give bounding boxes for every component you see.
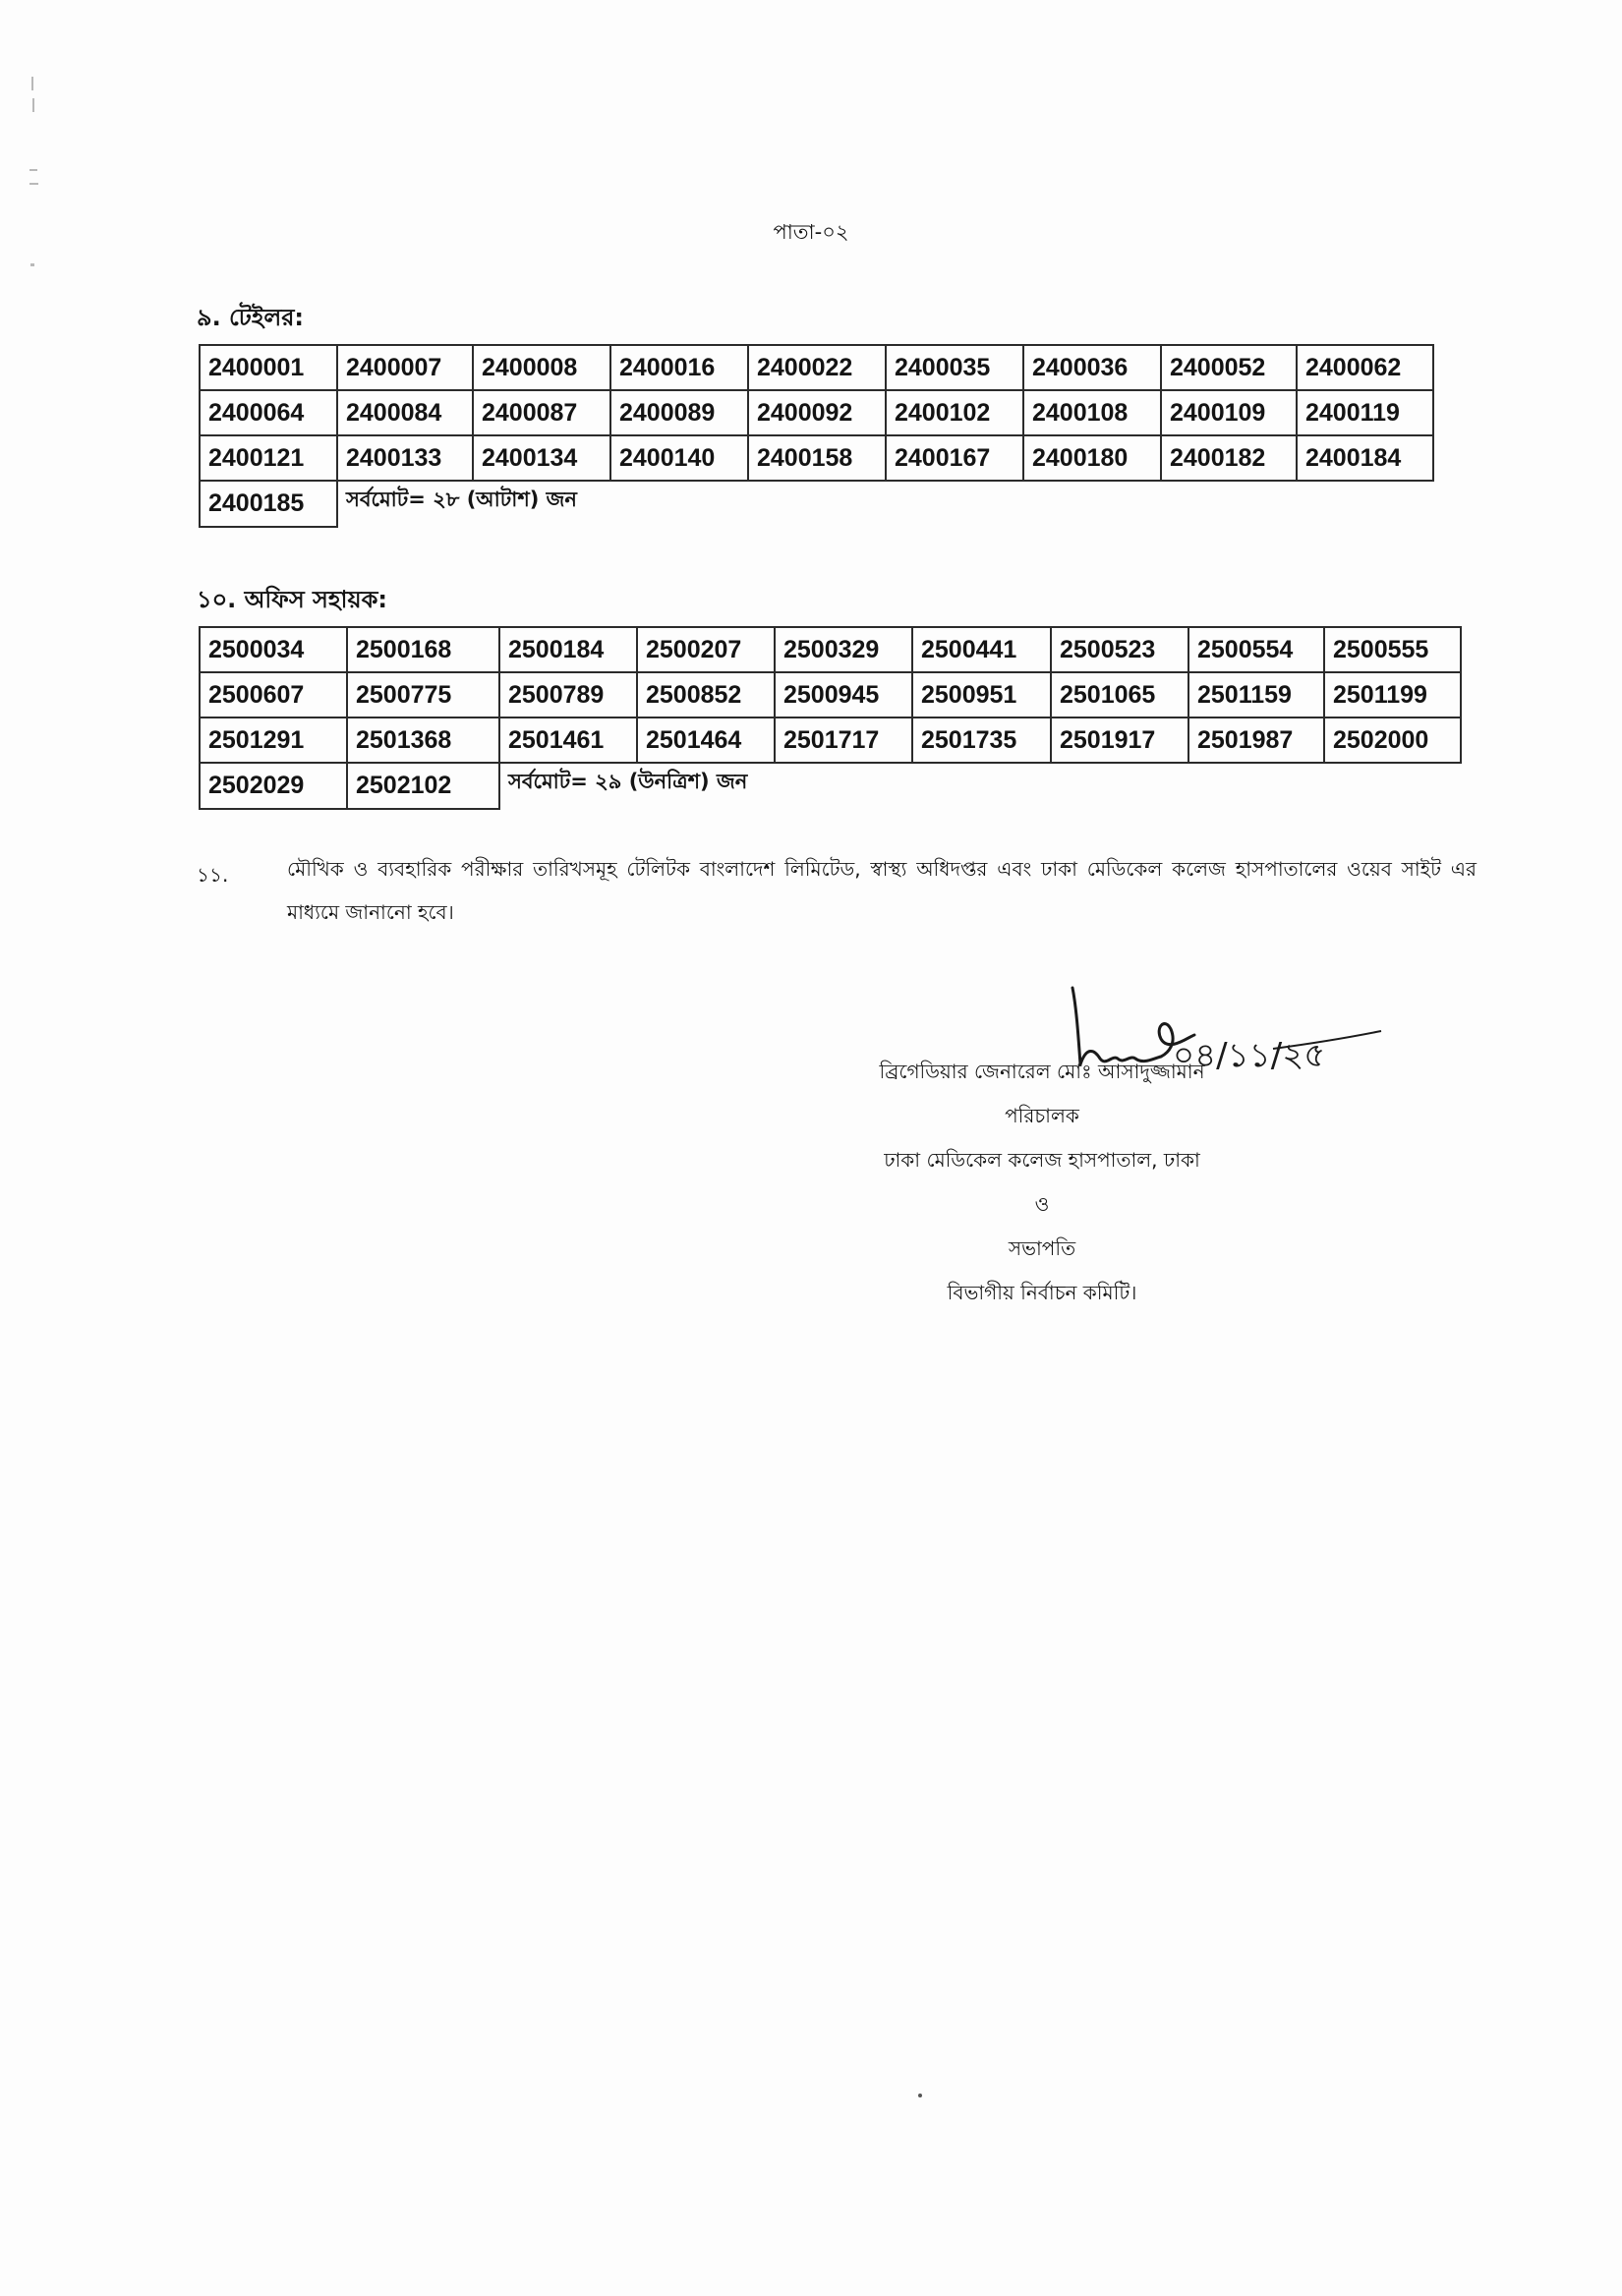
id-cell: 2500207 xyxy=(637,627,775,672)
table-row xyxy=(200,672,1461,718)
id-cell: 2500945 xyxy=(775,672,912,718)
id-cell: 2500168 xyxy=(347,627,499,672)
id-cell: 2400102 xyxy=(886,390,1023,435)
id-cell: 2501735 xyxy=(912,718,1051,763)
id-cell: 2500607 xyxy=(200,672,347,718)
section-10-title: ১০. অফিস সহায়ক: xyxy=(197,586,388,613)
section-9-title: ৯. টেইলর: xyxy=(197,304,305,331)
signatory-role: পরিচালক xyxy=(1005,1104,1079,1127)
id-cell: 2400185 xyxy=(200,481,337,527)
table-row xyxy=(200,481,1433,527)
id-cell: 2501291 xyxy=(200,718,347,763)
signatory-name: ব্রিগেডিয়ার জেনারেল মোঃ আসাদুজ্জামান xyxy=(879,1060,1205,1083)
id-cell: 2400092 xyxy=(748,390,886,435)
id-cell: 2500523 xyxy=(1051,627,1188,672)
id-cell: 2400064 xyxy=(200,390,337,435)
id-cell: 2501461 xyxy=(499,718,637,763)
note-11-number: ১১. xyxy=(197,863,229,887)
id-cell: 2400084 xyxy=(337,390,473,435)
id-cell: 2400121 xyxy=(200,435,337,481)
scan-artifact xyxy=(30,263,34,266)
id-cell: 2400087 xyxy=(473,390,610,435)
table-row xyxy=(200,345,1433,390)
id-cell: 2500555 xyxy=(1324,627,1461,672)
id-cell: 2501917 xyxy=(1051,718,1188,763)
section-9-table xyxy=(199,344,1434,528)
id-cell: 2400035 xyxy=(886,345,1023,390)
id-cell: 2400180 xyxy=(1023,435,1161,481)
id-cell: 2500184 xyxy=(499,627,637,672)
id-cell: 2500951 xyxy=(912,672,1051,718)
id-cell: 2400140 xyxy=(610,435,748,481)
id-cell: 2501159 xyxy=(1188,672,1324,718)
id-cell: 2501717 xyxy=(775,718,912,763)
id-cell: 2502000 xyxy=(1324,718,1461,763)
scan-artifact xyxy=(29,169,37,171)
table-row xyxy=(200,718,1461,763)
scan-artifact xyxy=(29,183,38,185)
scan-artifact xyxy=(32,98,34,112)
id-cell: 2400052 xyxy=(1161,345,1297,390)
section-10-total: সর্বমোট= ২৯ (উনত্রিশ) জন xyxy=(499,763,1461,809)
id-cell: 2400001 xyxy=(200,345,337,390)
scan-artifact xyxy=(31,77,33,90)
id-cell: 2500441 xyxy=(912,627,1051,672)
id-cell: 2500554 xyxy=(1188,627,1324,672)
table-row xyxy=(200,763,1461,809)
section-9-total: সর্বমোট= ২৮ (আটাশ) জন xyxy=(337,481,1433,527)
id-cell: 2400036 xyxy=(1023,345,1161,390)
note-11-text: মৌখিক ও ব্যবহারিক পরীক্ষার তারিখসমূহ টেলিটক বাংলাদেশ লিমিটেড, স্বাস্থ্য অধিদপ্তর এবং ঢাকা মেডিকেল কলেজ হাসপাতালের ওয়েব সাইট এর মাধ্যমে জানানো হবে। xyxy=(287,857,1477,924)
signatory-role-2: সভাপতি xyxy=(1008,1236,1076,1260)
id-cell: 2502029 xyxy=(200,763,347,809)
id-cell: 2500789 xyxy=(499,672,637,718)
table-row xyxy=(200,390,1433,435)
id-cell: 2400007 xyxy=(337,345,473,390)
signatory-organization: ঢাকা মেডিকেল কলেজ হাসপাতাল, ঢাকা xyxy=(884,1148,1200,1172)
id-cell: 2400134 xyxy=(473,435,610,481)
table-row xyxy=(200,627,1461,672)
scan-speck xyxy=(918,2094,922,2097)
id-cell: 2501368 xyxy=(347,718,499,763)
id-cell: 2400022 xyxy=(748,345,886,390)
id-cell: 2400184 xyxy=(1297,435,1433,481)
id-cell: 2501065 xyxy=(1051,672,1188,718)
id-cell: 2400158 xyxy=(748,435,886,481)
id-cell: 2400016 xyxy=(610,345,748,390)
id-cell: 2501987 xyxy=(1188,718,1324,763)
id-cell: 2501464 xyxy=(637,718,775,763)
id-cell: 2400089 xyxy=(610,390,748,435)
id-cell: 2400182 xyxy=(1161,435,1297,481)
signatory-committee: বিভাগীয় নির্বাচন কমিটি। xyxy=(947,1281,1137,1304)
table-row xyxy=(200,435,1433,481)
id-cell: 2500775 xyxy=(347,672,499,718)
id-cell: 2500852 xyxy=(637,672,775,718)
signatory-block xyxy=(845,1050,1239,1315)
page-number: পাতা-০২ xyxy=(773,220,849,244)
id-cell: 2400119 xyxy=(1297,390,1433,435)
id-cell: 2502102 xyxy=(347,763,499,809)
id-cell: 2400008 xyxy=(473,345,610,390)
id-cell: 2501199 xyxy=(1324,672,1461,718)
handwritten-date: ০৪/১১/২৫ xyxy=(1173,1036,1326,1075)
id-cell: 2400108 xyxy=(1023,390,1161,435)
id-cell: 2400133 xyxy=(337,435,473,481)
id-cell: 2500329 xyxy=(775,627,912,672)
section-10-table xyxy=(199,626,1462,810)
signatory-conjunction: ও xyxy=(1034,1192,1050,1216)
id-cell: 2500034 xyxy=(200,627,347,672)
id-cell: 2400062 xyxy=(1297,345,1433,390)
id-cell: 2400167 xyxy=(886,435,1023,481)
id-cell: 2400109 xyxy=(1161,390,1297,435)
